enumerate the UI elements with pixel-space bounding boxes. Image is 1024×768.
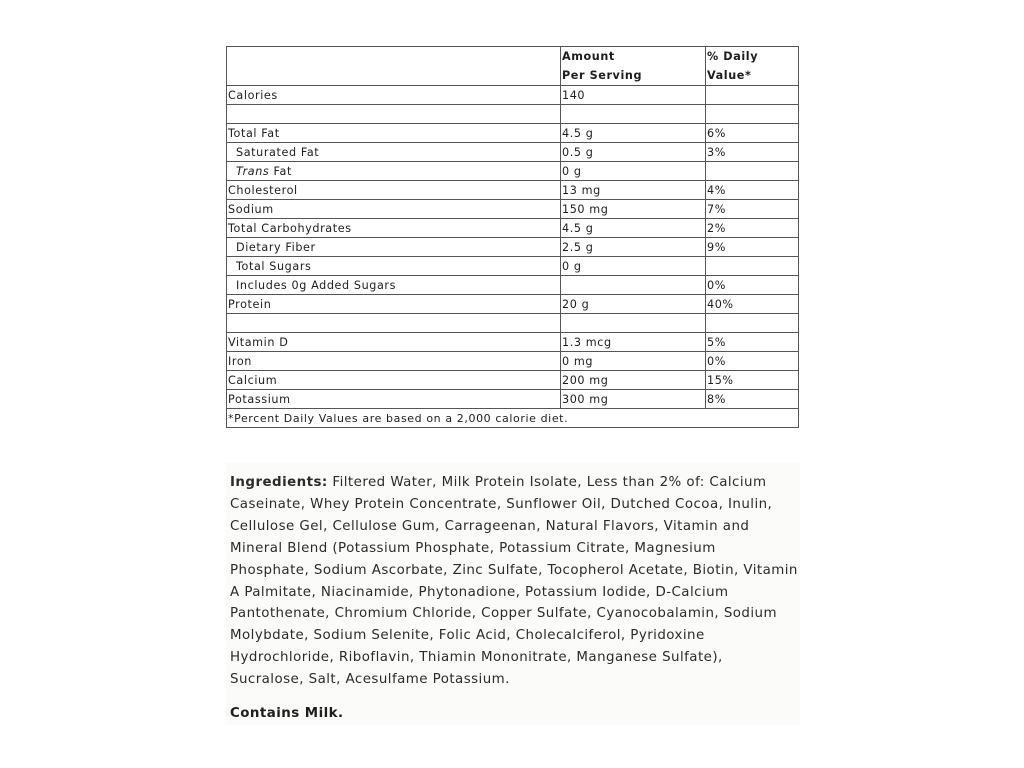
nutrient-label: Includes 0g Added Sugars: [227, 276, 561, 295]
table-header-row: [227, 47, 799, 86]
nutrient-dv: 8%: [706, 390, 799, 409]
ingredients-text: Filtered Water, Milk Protein Isolate, Less than 2% of: Calcium Caseinate, Whey Protein Concentrate, Sunflower Oil, Dutched Cocoa, Inulin, Cellulose Gel, Cellulose Gum, Carrageenan, Natural Flavors, Vitamin and Mineral Blend (Potassium Phosphate, Potassium Citrate, Magnesium Phosphate, Sodium Ascorbate, Zinc Sulfate, Tocopherol Acetate, Biotin, Vitamin A Palmitate, Niacinamide, Phytonadione, Potassium Iodide, D-Calcium Pantothenate, Chromium Chloride, Copper Sulfate, Cyanocobalamin, Sodium Molybdate, Sodium Selenite, Folic Acid, Cholecalciferol, Pyridoxine Hydrochloride, Riboflavin, Thiamin Mononitrate, Manganese Sulfate), Sucralose, Salt, Acesulfame Potassium.: [230, 475, 798, 688]
nutrient-amount: 4.5 g: [561, 219, 706, 238]
table-row: [227, 238, 799, 257]
nutrient-dv: 40%: [706, 295, 799, 314]
nutrient-label: Vitamin D: [227, 333, 561, 352]
nutrient-dv: [706, 162, 799, 181]
table-row: [227, 200, 799, 219]
nutrient-dv: 4%: [706, 181, 799, 200]
nutrient-amount: 200 mg: [561, 371, 706, 390]
table-row: [227, 390, 799, 409]
nutrient-dv: [706, 86, 799, 105]
ingredients-label: Ingredients:: [230, 475, 328, 490]
nutrient-amount: 150 mg: [561, 200, 706, 219]
table-row: [227, 295, 799, 314]
table-row: [227, 276, 799, 295]
nutrient-label: Sodium: [227, 200, 561, 219]
nutrient-amount: 0 mg: [561, 352, 706, 371]
nutrient-amount: 0.5 g: [561, 143, 706, 162]
nutrient-dv: [706, 257, 799, 276]
nutrient-label: Dietary Fiber: [227, 238, 561, 257]
header-dv-line1: % Daily: [707, 50, 759, 63]
header-amount-line2: Per Serving: [562, 69, 643, 82]
header-dv-line2: Value*: [707, 69, 752, 82]
nutrient-dv: 7%: [706, 200, 799, 219]
header-daily-value: [706, 47, 799, 86]
table-row: [227, 143, 799, 162]
nutrient-label: [227, 162, 561, 181]
nutrient-label: Protein: [227, 295, 561, 314]
ingredients-paragraph: [230, 472, 798, 691]
nutrient-amount: 20 g: [561, 295, 706, 314]
nutrient-label: [227, 314, 561, 333]
daily-value-footnote: *Percent Daily Values are based on a 2,000 calorie diet.: [227, 409, 799, 428]
table-row: [227, 124, 799, 143]
header-amount: [561, 47, 706, 86]
trans-label-rest: Fat: [269, 164, 292, 178]
nutrient-amount: 140: [561, 86, 706, 105]
nutrient-amount: [561, 105, 706, 124]
nutrient-label: Potassium: [227, 390, 561, 409]
header-nutrient: [227, 47, 561, 86]
table-row-spacer: [227, 314, 799, 333]
nutrient-amount: 2.5 g: [561, 238, 706, 257]
trans-italic-label: Trans: [236, 164, 270, 178]
nutrient-dv: 15%: [706, 371, 799, 390]
table-row: [227, 257, 799, 276]
table-row: [227, 181, 799, 200]
table-row: [227, 333, 799, 352]
table-row: [227, 162, 799, 181]
ingredients-section: [226, 463, 800, 725]
nutrient-label: Total Carbohydrates: [227, 219, 561, 238]
table-row: [227, 371, 799, 390]
nutrient-amount: [561, 314, 706, 333]
nutrient-amount: 0 g: [561, 257, 706, 276]
table-row: [227, 86, 799, 105]
allergen-statement: Contains Milk.: [230, 706, 344, 721]
table-row: [227, 352, 799, 371]
nutrient-label: Total Fat: [227, 124, 561, 143]
header-amount-line1: Amount: [562, 50, 615, 63]
nutrient-dv: [706, 105, 799, 124]
nutrient-dv: 0%: [706, 352, 799, 371]
nutrient-label: [227, 105, 561, 124]
nutrient-dv: 5%: [706, 333, 799, 352]
table-row-spacer: [227, 105, 799, 124]
nutrient-amount: 300 mg: [561, 390, 706, 409]
nutrient-amount: 1.3 mcg: [561, 333, 706, 352]
nutrient-amount: [561, 276, 706, 295]
nutrient-dv: 9%: [706, 238, 799, 257]
nutrient-dv: 0%: [706, 276, 799, 295]
nutrient-amount: 13 mg: [561, 181, 706, 200]
nutrient-label: Iron: [227, 352, 561, 371]
nutrient-label: Calories: [227, 86, 561, 105]
nutrition-facts-table: [226, 46, 799, 428]
nutrient-dv: 3%: [706, 143, 799, 162]
table-row: [227, 219, 799, 238]
nutrient-label: Total Sugars: [227, 257, 561, 276]
nutrient-dv: [706, 314, 799, 333]
nutrient-amount: 4.5 g: [561, 124, 706, 143]
footnote-row: [227, 409, 799, 428]
nutrient-label: Saturated Fat: [227, 143, 561, 162]
nutrient-label: Cholesterol: [227, 181, 561, 200]
nutrient-dv: 2%: [706, 219, 799, 238]
nutrient-dv: 6%: [706, 124, 799, 143]
nutrient-amount: 0 g: [561, 162, 706, 181]
nutrient-label: Calcium: [227, 371, 561, 390]
nutrition-panel: [226, 46, 798, 428]
